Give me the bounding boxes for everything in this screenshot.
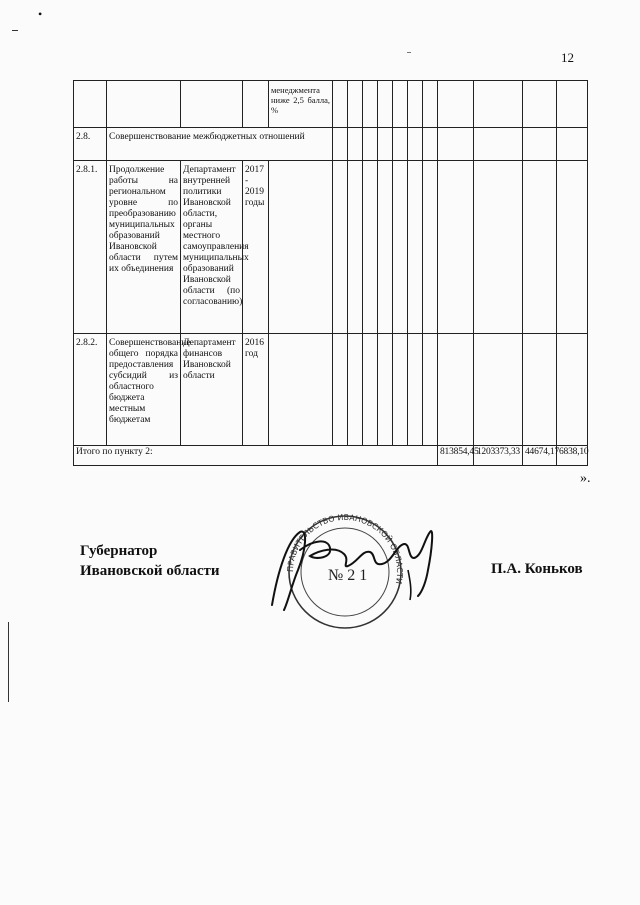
measure-cell: Продолжение работы на региональном уровне по преобразованию муниципальных образований Ивановской области путем их объединения	[107, 161, 181, 334]
row-number: 2.8.2.	[74, 334, 107, 446]
total-value-1: 813854,45	[438, 446, 474, 466]
section-title: Совершенствование межбюджетных отношений	[107, 128, 333, 161]
official-stamp-and-signature	[258, 510, 448, 635]
executor-cell: Департамент внутренней политики Ивановской области, органы местного самоуправления муниципальных образований Ивановской области (по согласованию)	[181, 161, 243, 334]
total-value-4: 6838,10	[557, 446, 588, 466]
table-row-2-8-1	[74, 161, 588, 334]
position-line-1: Губернатор	[80, 543, 158, 559]
measures-table	[73, 80, 588, 466]
scan-mark-dot: •	[38, 7, 43, 21]
indicator-cell: менеджмента ниже 2,5 балла, %	[269, 81, 333, 128]
table-row-continuation	[74, 81, 588, 128]
total-label: Итого по пункту 2:	[74, 446, 438, 466]
row-number: 2.8.	[74, 128, 107, 161]
executor-cell: Департамент финансов Ивановской области	[181, 334, 243, 446]
scan-mark-dash-2	[407, 52, 411, 53]
stamp-ring-textpath: ПРАВИТЕЛЬСТВО ИВАНОВСКОЙ ОБЛАСТИ	[285, 512, 405, 585]
scan-margin-line	[8, 622, 9, 702]
page-number: 12	[561, 50, 574, 65]
period-cell: 2016 год	[243, 334, 269, 446]
closing-quote: ».	[580, 471, 591, 486]
total-value-2: 1203373,33	[474, 446, 523, 466]
signature-flourish	[408, 570, 411, 600]
position-line-2: Ивановской области	[80, 563, 220, 579]
table-row-2-8-2	[74, 334, 588, 446]
table-row-2-8	[74, 128, 588, 161]
scan-mark-dash	[12, 30, 18, 31]
table-row-total	[74, 446, 588, 466]
measure-cell: Совершенствование общего порядка предоставления субсидий из областного бюджета местным бюджетам	[107, 334, 181, 446]
total-value-3: 44674,17	[523, 446, 557, 466]
stamp-center-text: № 2 1	[328, 567, 368, 584]
signatory-name: П.А. Коньков	[491, 561, 583, 577]
period-cell: 2017 - 2019 годы	[243, 161, 269, 334]
row-number: 2.8.1.	[74, 161, 107, 334]
signatory-position	[80, 541, 220, 581]
